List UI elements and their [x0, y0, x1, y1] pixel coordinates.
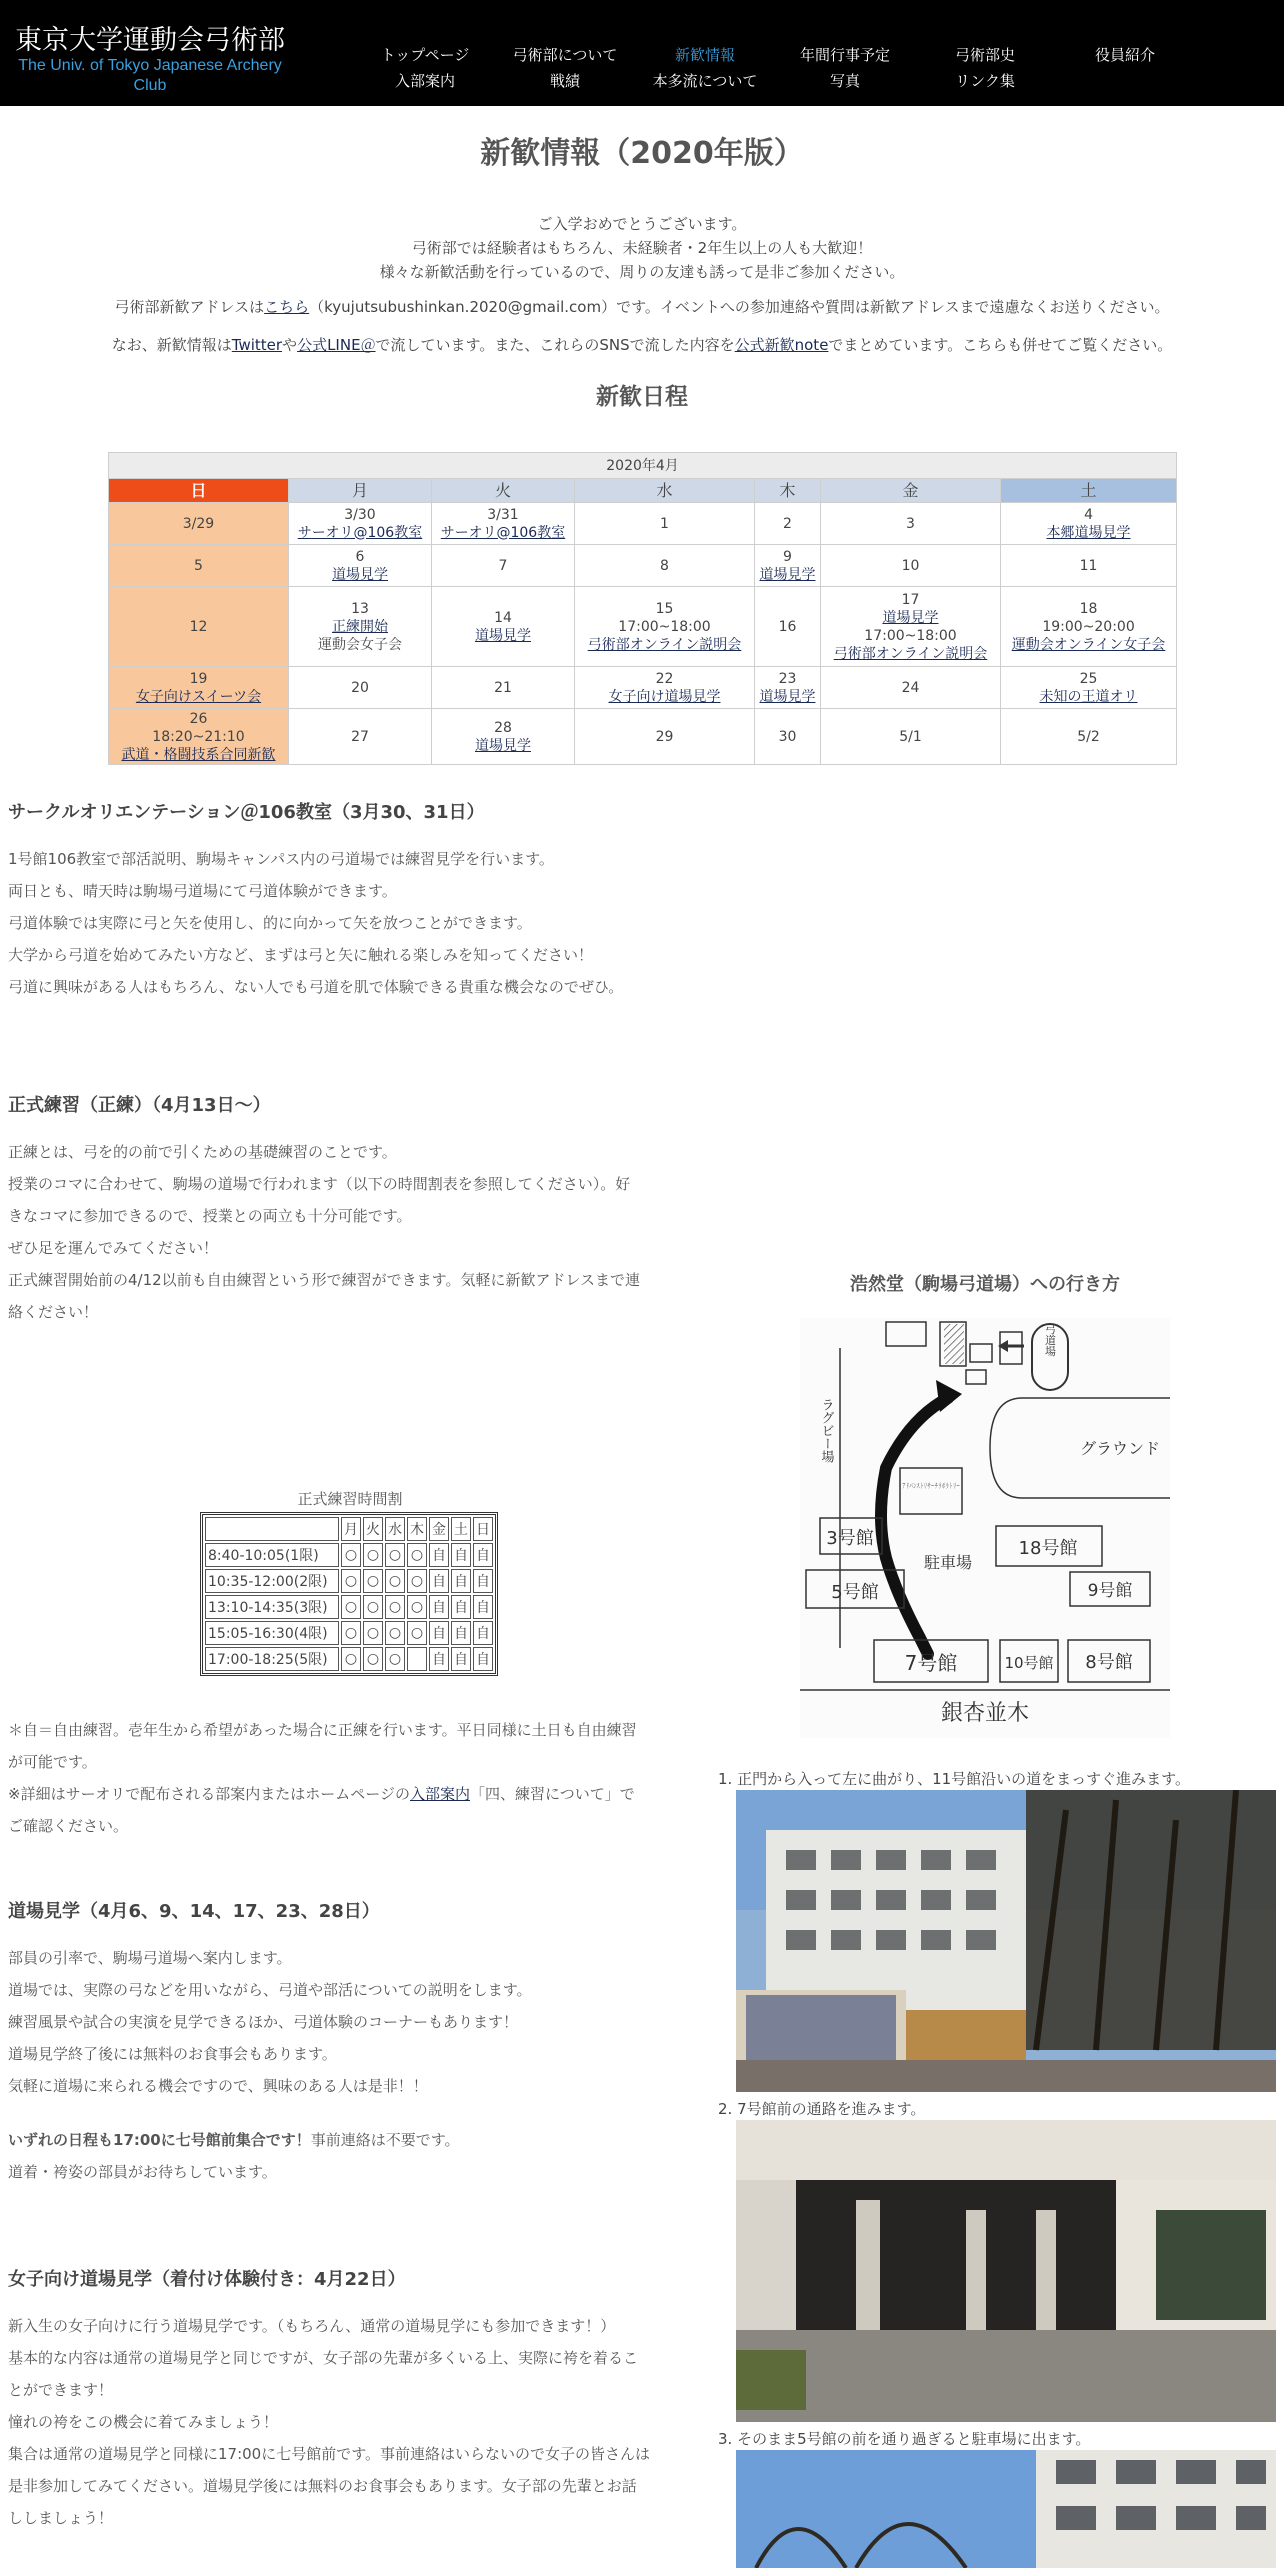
timetable-day-header: 水: [385, 1517, 405, 1541]
visit-line: 気軽に道場に来られる機会ですので、興味のある人は是非！！: [8, 2077, 428, 2095]
calendar-weekday-header: 火: [432, 479, 575, 503]
timetable-day-header: 火: [363, 1517, 383, 1541]
timetable-day-header: 木: [407, 1517, 427, 1541]
practice-note-prefix: ※詳細はサーオリで配布される部案内またはホームページの: [8, 1785, 410, 1803]
timetable-mark: 自: [429, 1595, 449, 1619]
calendar-day-number: 28: [494, 719, 512, 736]
visit-line: 道場見学終了後には無料のお食事会もあります。: [8, 2045, 337, 2063]
timetable-mark: ○: [363, 1569, 383, 1593]
women-line: 基本的な内容は通常の道場見学と同じですが、女子部の先輩が多くいる上、実際に袴を着るこ: [8, 2349, 639, 2367]
timetable-mark: 自: [451, 1595, 471, 1619]
calendar-day-cell: [755, 709, 821, 765]
sns-and: や: [282, 336, 298, 354]
timetable-mark: [407, 1647, 427, 1671]
calendar-header-row: [109, 479, 1177, 503]
calendar-event-link[interactable]: サーオリ@106教室: [440, 524, 566, 541]
calendar-event-link[interactable]: 女子向け道場見学: [608, 688, 721, 705]
practice-note: ＊自＝自由練習。壱年生から希望があった場合に正練を行います。平日同様に土日も自由練習: [8, 1721, 637, 1739]
orientation-line: 弓道体験では実際に弓と矢を使用し、的に向かって矢を放つことができます。: [8, 914, 532, 932]
practice-note-suffix: 「四、練習について」で: [470, 1785, 635, 1803]
visit-line: 道場では、実際の弓などを用いながら、弓道や部活についての説明をします。: [8, 1981, 532, 1999]
timetable-mark: 自: [451, 1543, 471, 1567]
calendar-event-link[interactable]: 道場見学: [882, 609, 939, 626]
orientation-line: 弓道に興味がある人はもちろん、ない人でも弓道を肌で体験できる貴重な機会なのでぜひ。: [8, 978, 624, 996]
orientation-line: 両日とも、晴天時は駒場弓道場にて弓道体験ができます。: [8, 882, 397, 900]
calendar-event-link[interactable]: 本郷道場見学: [1046, 524, 1131, 541]
calendar-day-cell: [289, 503, 432, 545]
calendar-day-number: 11: [1079, 557, 1098, 574]
timetable-mark: ○: [407, 1621, 427, 1645]
timetable-mark: ○: [341, 1543, 361, 1567]
calendar-day-number: 3/30: [344, 506, 376, 523]
calendar-day-cell: [432, 667, 575, 709]
map-label-b8: 8号館: [1085, 1652, 1133, 1673]
calendar-day-cell: [755, 667, 821, 709]
calendar-day-cell: [109, 587, 289, 667]
calendar-day-cell: [1001, 503, 1177, 545]
practice-note: ご確認ください。: [8, 1817, 129, 1835]
nav-item-about[interactable]: 弓術部について: [512, 46, 618, 64]
map-label-b10: 10号館: [1004, 1654, 1054, 1672]
timetable-mark: ○: [341, 1595, 361, 1619]
calendar-week-row: [109, 503, 1177, 545]
visit-title: 道場見学（4月6、9、14、17、23、28日）: [8, 1901, 380, 1922]
practice-table-caption: 正式練習時間割: [297, 1490, 403, 1508]
calendar-day-number: 1: [660, 515, 669, 532]
intro-line: ご入学おめでとうございます。: [537, 215, 747, 233]
calendar-day-number: 30: [778, 728, 797, 745]
timetable-mark: ○: [363, 1621, 383, 1645]
practice-title: 正式練習（正練）（4月13日～）: [8, 1095, 271, 1116]
visit-line: 練習風景や試合の実演を見学できるほか、弓道体験のコーナーもあります！: [8, 2013, 519, 2031]
timetable-period: 13:10-14:35(3限): [205, 1595, 339, 1619]
calendar-day-cell: [821, 545, 1001, 587]
map-label-b5: 5号館: [831, 1582, 879, 1603]
calendar-day-number: 9: [783, 548, 792, 565]
directions-title: 浩然堂（駒場弓道場）への行き方: [850, 1274, 1120, 1295]
site-header: [0, 0, 1284, 106]
timetable-mark: 自: [451, 1569, 471, 1593]
women-visit-title: 女子向け道場見学（着付け体験付き：4月22日）: [8, 2269, 406, 2290]
timetable-mark: ○: [385, 1569, 405, 1593]
calendar-day-number: 3/29: [182, 515, 215, 532]
map-label-b18: 18号館: [1018, 1538, 1078, 1559]
calendar-day-cell: [755, 545, 821, 587]
calendar-weekday-header: 水: [575, 479, 755, 503]
calendar-event-link[interactable]: 正練開始: [332, 618, 388, 635]
calendar-day-number: 7: [498, 557, 508, 574]
timetable-mark: ○: [363, 1543, 383, 1567]
calendar-event-link[interactable]: 道場見学: [475, 627, 531, 644]
women-line: 是非参加してみてください。道場見学後には無料のお食事会もあります。女子部の先輩とお話: [8, 2477, 637, 2495]
timetable-row: [205, 1569, 493, 1593]
practice-line: 正練とは、弓を的の前で引くための基礎練習のことです。: [8, 1143, 397, 1161]
calendar-day-cell: [432, 503, 575, 545]
calendar-event-link[interactable]: サーオリ@106教室: [297, 524, 423, 541]
practice-notes: [8, 1714, 688, 1842]
visit-meet-bold: いずれの日程も17:00に七号館前集合です！: [8, 2131, 311, 2149]
calendar-day-cell: [432, 587, 575, 667]
map-label-b9: 9号館: [1087, 1581, 1133, 1601]
campus-map: [800, 1318, 1170, 1738]
calendar-day-number: 22: [655, 670, 674, 687]
timetable-row: [205, 1595, 493, 1619]
calendar-day-cell: [1001, 709, 1177, 765]
calendar-day-number: 27: [351, 728, 369, 745]
timetable-mark: ○: [407, 1569, 427, 1593]
nav-item-history[interactable]: 弓術部史: [954, 46, 1015, 64]
calendar-week-row: [109, 545, 1177, 587]
timetable-mark: ○: [385, 1595, 405, 1619]
visit-body: [8, 1942, 688, 2188]
calendar-day-number: 16: [778, 618, 797, 635]
timetable-row: [205, 1621, 493, 1645]
timetable-mark: ○: [341, 1621, 361, 1645]
sns-middle: で流しています。また、これらのSNSで流した内容を: [375, 336, 735, 354]
calendar-day-cell: [821, 503, 1001, 545]
timetable-row: [205, 1647, 493, 1671]
contact-email: （kyujutsubushinkan.2020@gmail.com）: [309, 298, 617, 316]
timetable-period: 15:05-16:30(4限): [205, 1621, 339, 1645]
practice-line: ぜひ足を運んでみてください！: [8, 1239, 219, 1257]
practice-note: [8, 1778, 688, 1810]
event-calendar: [108, 452, 1177, 765]
calendar-weekday-header: 金: [821, 479, 1001, 503]
calendar-day-number: 20: [351, 679, 369, 696]
calendar-event-link[interactable]: 女子向けスイーツ会: [135, 688, 262, 705]
calendar-day-cell: [575, 503, 755, 545]
calendar-weekday-header: 木: [755, 479, 821, 503]
calendar-day-number: 10: [901, 557, 920, 574]
visit-line: 部員の引率で、駒場弓道場へ案内します。: [8, 1949, 292, 1967]
intro-line: 様々な新歓活動を行っているので、周りの友達も誘って是非ご参加ください。: [379, 263, 905, 281]
calendar-day-cell: [432, 709, 575, 765]
calendar-day-cell: [1001, 587, 1177, 667]
nav-item-join-guide[interactable]: 入部案内: [394, 72, 455, 90]
nav-item-honda-school[interactable]: 本多流について: [652, 72, 758, 90]
visit-line: 道着・袴姿の部員がお待ちしています。: [8, 2163, 277, 2181]
timetable-mark: 自: [429, 1647, 449, 1671]
main-nav: [355, 44, 1195, 92]
orientation-title: サークルオリエンテーション＠106教室（3月30、31日）: [8, 802, 485, 823]
women-line: とができます！: [8, 2381, 114, 2399]
calendar-weekday-header: 日: [109, 479, 289, 503]
timetable-header-row: [205, 1517, 493, 1541]
calendar-day-cell: [109, 667, 289, 709]
direction-step-2: 2. 7号館前の通路を進みます。: [718, 2100, 926, 2118]
calendar-event-link[interactable]: 運動会オンライン女子会: [1011, 636, 1166, 653]
women-visit-body: [8, 2310, 688, 2534]
timetable-mark: ○: [363, 1595, 383, 1619]
timetable-mark: 自: [451, 1621, 471, 1645]
site-brand[interactable]: [0, 26, 300, 96]
timetable-day-header: 日: [473, 1517, 493, 1541]
schedule-title: 新歓日程: [596, 384, 688, 410]
timetable-mark: 自: [473, 1595, 493, 1619]
map-label-lab: アドバンストリサーチラボラトリー: [902, 1482, 960, 1490]
calendar-event-time: 18:20~21:10: [152, 728, 245, 745]
map-label-ginkgo: 銀杏並木: [940, 1701, 1030, 1726]
calendar-day-cell: [821, 667, 1001, 709]
calendar-event-time: 19:00~20:00: [1042, 618, 1135, 635]
direction-step-1: 1. 正門から入って左に曲がり、11号館沿いの道をまっすぐ進みます。: [718, 1770, 1190, 1788]
calendar-weekday-header: 土: [1001, 479, 1177, 503]
photo-building7-passage: [736, 2120, 1276, 2422]
practice-body: [8, 1136, 688, 1328]
calendar-day-number: 26: [189, 710, 208, 727]
timetable-mark: 自: [429, 1569, 449, 1593]
nav-item-recruit-info[interactable]: 新歓情報: [674, 46, 735, 64]
nav-item-links[interactable]: リンク集: [955, 72, 1015, 90]
calendar-day-number: 5/1: [899, 728, 922, 745]
timetable-mark: 自: [473, 1647, 493, 1671]
calendar-day-cell: [289, 587, 432, 667]
timetable-mark: 自: [429, 1543, 449, 1567]
calendar-event-link[interactable]: 道場見学: [759, 566, 816, 583]
timetable-mark: 自: [473, 1621, 493, 1645]
timetable-mark: ○: [385, 1647, 405, 1671]
calendar-day-number: 8: [660, 557, 669, 574]
calendar-week-row: [109, 709, 1177, 765]
sns-suffix: でまとめています。こちらも併せてご覧ください。: [828, 336, 1173, 354]
timetable-mark: ○: [341, 1647, 361, 1671]
calendar-day-cell: [289, 545, 432, 587]
calendar-event-link[interactable]: 未知の王道オリ: [1039, 688, 1138, 705]
calendar-day-cell: [575, 667, 755, 709]
timetable-period: 17:00-18:25(5限): [205, 1647, 339, 1671]
calendar-day-number: 15: [655, 600, 674, 617]
practice-line: きなコマに参加できるので、授業との両立も十分可能です。: [8, 1207, 412, 1225]
orientation-line: 大学から弓道を始めてみたい方など、まずは弓と矢に触れる楽しみを知ってください！: [8, 946, 594, 964]
calendar-event-link[interactable]: 弓術部オンライン説明会: [587, 636, 742, 653]
map-label-dojo: 弓道場: [1043, 1323, 1057, 1357]
calendar-day-cell: [575, 587, 755, 667]
timetable-mark: ○: [385, 1621, 405, 1645]
women-line: 集合は通常の道場見学と同様に17:00に七号館前です。事前連絡はいらないので女子の皆さんは: [8, 2445, 651, 2463]
calendar-day-cell: [1001, 667, 1177, 709]
page-title: 新歓情報（2020年版）: [480, 136, 804, 171]
calendar-body: [109, 503, 1177, 765]
orientation-line: 1号館106教室で部活説明、駒場キャンパス内の弓道場では練習見学を行います。: [8, 850, 554, 868]
note-link[interactable]: 公式新歓note: [734, 336, 829, 354]
calendar-event-time: 17:00~18:00: [864, 627, 957, 644]
timetable-day-header: 土: [451, 1517, 471, 1541]
timetable-period: 8:40-10:05(1限): [205, 1543, 339, 1567]
calendar-weekday-header: 月: [289, 479, 432, 503]
calendar-day-number: 29: [655, 728, 674, 745]
nav-item-results[interactable]: 戦績: [549, 72, 580, 90]
practice-line: 正式練習開始前の4/12以前も自由練習という形で練習ができます。気軽に新歓アドレスまで連: [8, 1271, 641, 1289]
practice-line: 授業のコマに合わせて、駒場の道場で行われます（以下の時間割表を参照してください）。好: [8, 1175, 631, 1193]
calendar-day-cell: [575, 545, 755, 587]
contact-line: [0, 296, 1284, 317]
calendar-event-note: 運動会女子会: [318, 636, 402, 653]
nav-item-officers[interactable]: 役員紹介: [1094, 46, 1155, 64]
calendar-event-link[interactable]: 道場見学: [759, 688, 816, 705]
calendar-week-row: [109, 587, 1177, 667]
visit-meet: [8, 2124, 688, 2156]
calendar-day-number: 23: [778, 670, 797, 687]
map-label-ground: グラウンド: [1080, 1439, 1161, 1458]
women-line: 新入生の女子向けに行う道場見学です。（もちろん、通常の道場見学にも参加できます！）: [8, 2317, 616, 2335]
practice-note: が可能です。: [8, 1753, 97, 1771]
calendar-month: 2020年4月: [109, 453, 1177, 479]
nav-item-top[interactable]: トップページ: [380, 46, 470, 64]
calendar-day-number: 6: [355, 548, 365, 565]
map-label-rugby: ラグビー場: [818, 1398, 834, 1463]
intro-line: 弓術部では経験者はもちろん、未経験者・2年生以上の人も大歓迎！: [411, 239, 873, 257]
calendar-day-number: 3: [906, 515, 915, 532]
contact-suffix: です。イベントへの参加連絡や質問は新歓アドレスまで遠慮なくお送りください。: [616, 298, 1170, 316]
sns-line: [0, 334, 1284, 355]
calendar-day-number: 25: [1079, 670, 1098, 687]
calendar-day-cell: [1001, 545, 1177, 587]
site-title-jp[interactable]: 東京大学運動会弓術部: [15, 25, 285, 56]
calendar-day-number: 17: [901, 591, 920, 608]
calendar-week-row: [109, 667, 1177, 709]
timetable-row: [205, 1543, 493, 1567]
timetable-mark: 自: [429, 1621, 449, 1645]
calendar-day-cell: [289, 667, 432, 709]
calendar-day-number: 5: [194, 557, 203, 574]
timetable-mark: 自: [473, 1543, 493, 1567]
contact-prefix: 弓術部新歓アドレスは: [114, 298, 265, 316]
calendar-day-cell: [109, 503, 289, 545]
twitter-link[interactable]: Twitter: [231, 336, 283, 354]
calendar-event-time: 17:00~18:00: [618, 618, 711, 635]
calendar-day-cell: [432, 545, 575, 587]
calendar-day-number: 4: [1084, 506, 1093, 523]
timetable-corner: [205, 1517, 339, 1541]
calendar-day-number: 14: [494, 609, 512, 626]
nav-item-photos[interactable]: 写真: [829, 72, 860, 90]
women-line: 憧れの袴をこの機会に着てみましょう！: [8, 2413, 279, 2431]
calendar-event-link[interactable]: 武道・格闘技系合同新歓: [121, 746, 276, 763]
calendar-day-number: 12: [189, 618, 208, 635]
map-building-hatch: [944, 1324, 964, 1364]
timetable-day-header: 金: [429, 1517, 449, 1541]
calendar-day-number: 13: [351, 600, 369, 617]
calendar-day-cell: [755, 587, 821, 667]
calendar-event-link[interactable]: 弓術部オンライン説明会: [833, 645, 988, 662]
photo-parking-lot: [736, 2450, 1276, 2568]
map-label-b3: 3号館: [826, 1528, 874, 1549]
timetable-mark: 自: [473, 1569, 493, 1593]
calendar-day-cell: [821, 709, 1001, 765]
calendar-day-number: 24: [901, 679, 920, 696]
practice-timetable: [200, 1512, 498, 1676]
site-title-en[interactable]: The Univ. of Tokyo Japanese Archery Club: [18, 57, 282, 94]
photo-main-gate-path: [736, 1790, 1276, 2092]
map-label-b7: 7号館: [904, 1651, 958, 1675]
calendar-day-cell: [755, 503, 821, 545]
calendar-event-link[interactable]: 道場見学: [332, 566, 388, 583]
timetable-mark: ○: [407, 1543, 427, 1567]
calendar-day-cell: [289, 709, 432, 765]
timetable-mark: 自: [451, 1647, 471, 1671]
nav-item-annual-schedule[interactable]: 年間行事予定: [799, 46, 890, 64]
contact-link[interactable]: こちら: [264, 298, 310, 316]
calendar-day-cell: [109, 709, 289, 765]
practice-line: 絡ください！: [8, 1303, 99, 1321]
calendar-event-link[interactable]: 道場見学: [475, 737, 531, 754]
direction-step-3: 3. そのまま5号館の前を通り過ぎると駐車場に出ます。: [718, 2430, 1091, 2448]
timetable-mark: ○: [363, 1647, 383, 1671]
calendar-day-number: 21: [494, 679, 512, 696]
join-guide-link[interactable]: 入部案内: [409, 1785, 470, 1803]
intro-text: [0, 212, 1284, 284]
calendar-day-number: 3/31: [487, 506, 519, 523]
timetable-mark: ○: [341, 1569, 361, 1593]
calendar-day-number: 5/2: [1077, 728, 1100, 745]
timetable-day-header: 月: [341, 1517, 361, 1541]
calendar-day-number: 19: [189, 670, 208, 687]
timetable-mark: ○: [385, 1543, 405, 1567]
calendar-day-number: 2: [783, 515, 792, 532]
calendar-day-number: 18: [1079, 600, 1098, 617]
timetable-mark: ○: [407, 1595, 427, 1619]
women-line: ししましょう！: [8, 2509, 114, 2527]
orientation-body: [8, 843, 1278, 1003]
timetable-period: 10:35-12:00(2限): [205, 1569, 339, 1593]
calendar-day-cell: [821, 587, 1001, 667]
visit-meet-rest: 事前連絡は不要です。: [310, 2131, 460, 2149]
line-link[interactable]: 公式LINE＠: [297, 336, 376, 354]
calendar-day-cell: [109, 545, 289, 587]
sns-prefix: なお、新歓情報は: [111, 336, 232, 354]
map-label-parking: 駐車場: [923, 1553, 973, 1572]
calendar-day-cell: [575, 709, 755, 765]
